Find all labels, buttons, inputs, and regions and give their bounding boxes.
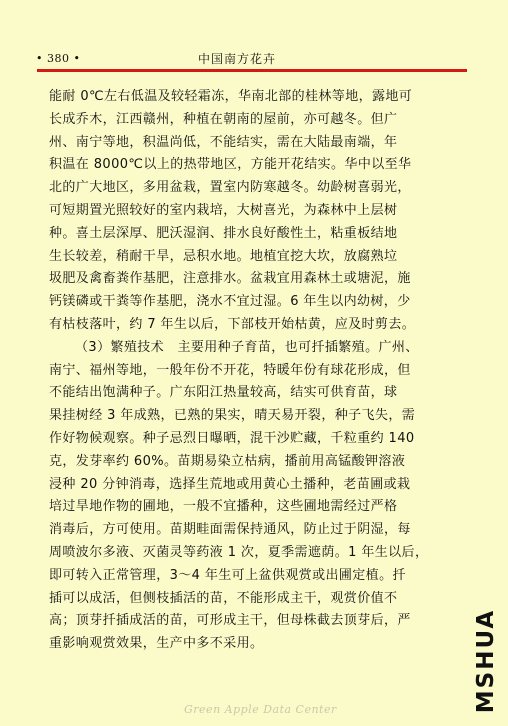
text-line: 长成乔木，江西赣州，种植在朝南的屋前，亦可越冬。但广 <box>49 111 398 127</box>
text-line: 生长较差，稍耐干旱，忌积水地。地植宜挖大坎，放腐熟垃 <box>49 248 398 264</box>
text-line: 作好物候观察。种子忌烈日曝晒，混干沙贮藏，千粒重约 140 <box>49 430 415 446</box>
text-line: 可短期置光照较好的室内栽培，大树喜光，为森林中上层树 <box>49 202 398 218</box>
text-line: 消毒后，方可使用。苗期畦面需保持通风，防止过于阴湿，每 <box>49 522 411 538</box>
text-line: 重影响观赏效果，生产中多不采用。 <box>49 636 264 652</box>
text-line: 种。喜土层深厚、肥沃湿润、排水良好酸性土，粘重板结地 <box>49 225 398 241</box>
text-line: 钙镁磷或干粪等作基肥，浇水不宜过湿。6 年生以内幼树，少 <box>49 294 411 310</box>
text-line: 圾肥及禽畜粪作基肥，注意排水。盆栽宜用森林土或塘泥，施 <box>49 271 411 287</box>
text-line: 北的广大地区，多用盆栽，置室内防寒越冬。幼龄树喜弱光， <box>49 180 411 196</box>
text-line: 培过旱地作物的圃地，一般不宜播种，这些圃地需经过严格 <box>49 499 398 515</box>
text-line: 积温在 8000℃以上的热带地区，方能开花结实。华中以至华 <box>49 157 412 173</box>
text-line: 有枯枝落叶，约 7 年生以后，下部枝开始枯黄，应及时剪去。 <box>49 316 416 332</box>
text-line: 果挂树经 3 年成熟，已熟的果实，晴天易开裂，种子飞失，需 <box>49 408 416 424</box>
text-line: 即可转入正常管理，3～4 年生可上盆供观赏或出圃定植。扦 <box>49 567 406 583</box>
footer-watermark: Green Apple Data Center <box>184 703 337 716</box>
text-line: 南宁、福州等地，一般年份不开花，特暖年份有球花形成，但 <box>49 362 411 378</box>
text-line: 插可以成活，但侧枝插活的苗，不能形成主干，观赏价值不 <box>49 590 398 606</box>
header-rule <box>37 69 467 72</box>
text-line: 不能结出饱满种子。广东阳江热量较高，结实可供育苗，球 <box>49 385 398 401</box>
body-text <box>49 86 469 656</box>
text-line: 周喷波尔多液、灭菌灵等药液 1 次，夏季需遮荫。1 年生以后， <box>49 544 429 560</box>
page-header <box>36 50 468 70</box>
text-line: 州、南宁等地，积温尚低，不能结实，需在大陆最南端，年 <box>49 134 398 150</box>
text-line: 高；顶芽扦插成活的苗，可形成主干，但母株截去顶芽后，严 <box>49 613 411 629</box>
text-line: 克，发芽率约 60%。苗期易染立枯病，播前用高锰酸钾溶液 <box>49 453 406 469</box>
vertical-watermark <box>470 608 500 714</box>
text-line: 浸种 20 分钟消毒，选择生荒地或用黄心土播种，老苗圃或栽 <box>49 476 411 492</box>
text-line: 能耐 0℃左右低温及较轻霜冻，华南北部的桂林等地，露地可 <box>49 89 413 104</box>
vertical-watermark-text: MSHUA <box>473 608 500 714</box>
page-number: • 380 • <box>36 52 81 65</box>
text-line: （3）繁殖技术 主要用种子育苗，也可扦插繁殖。广州、 <box>75 339 419 355</box>
running-title: 中国南方花卉 <box>198 52 277 66</box>
